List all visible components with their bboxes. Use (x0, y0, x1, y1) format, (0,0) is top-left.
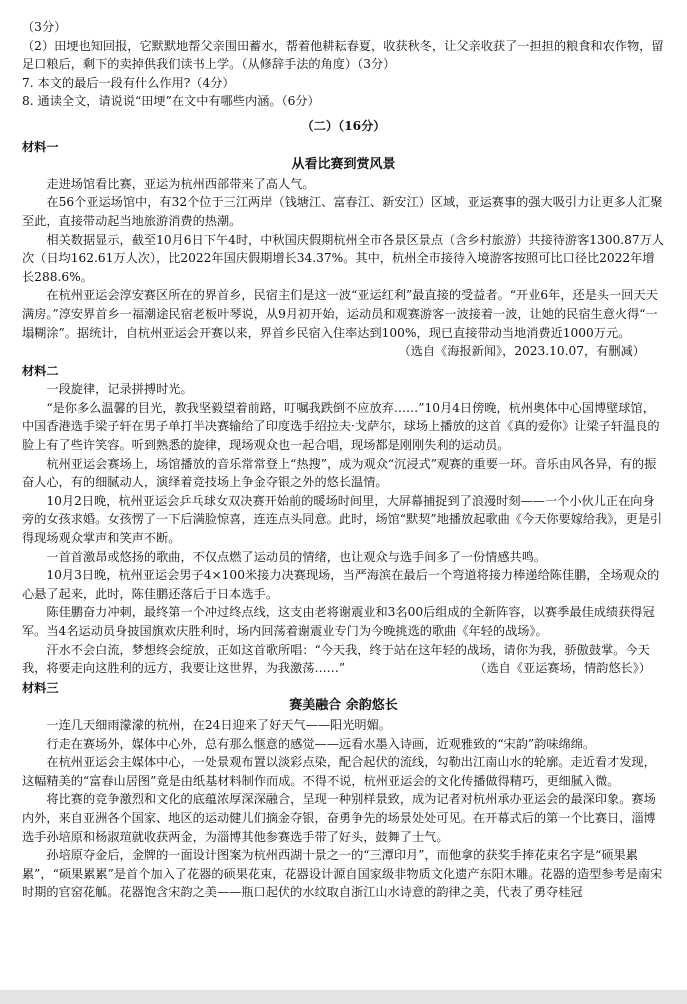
material-3-title: 赛美融合 余韵悠长 (289, 698, 398, 714)
material-2-paragraph: 10月3日晚，杭州亚运会男子4×100米接力决赛现场，当严海滨在最后一个弯道将接力棒递给陈佳鹏，全场观众的心悬了起来，此时，陈佳鹏还落后于日本选手。 (22, 568, 660, 601)
material-1-label: 材料一 (22, 139, 59, 154)
material-2-paragraph (22, 641, 665, 678)
section-heading: （二）（16分） (301, 118, 386, 133)
material-2-paragraph: 杭州亚运会赛场上，场馆播放的音乐常常登上“热搜”，成为观众“沉浸式”观赛的重要一环。音乐由风各异，有的振奋人心，有的细腻动人，演绎着竞技场上争金夺银之外的悠长温情。 (22, 456, 657, 490)
material-3-paragraph: 将比赛的竞争激烈和文化的底蕴浓厚深深融合，呈现一种别样景致，成为记者对杭州承办亚运会的最深印象。赛场内外，来自亚洲各个国家、地区的运动健儿们摘金夺银，奋勇争先的场景处处可见。在开幕式后的第一个比赛日，淄博选手孙培原和杨淑瑄就收获两金，为淄博其他参赛选手带了好头，鼓舞了士气。 (22, 792, 656, 844)
material-3-paragraph: 一连几天细雨濛濛的杭州，在24日迎来了好天气——阳光明媚。 (46, 717, 391, 732)
material-2-paragraph-text: 汗水不会白流，梦想终会绽放，正如这首歌所唱：“今天我，终于站在这年轻的战场，请你为我，骄傲鼓掌。今天我，将要走向这胜利的远方，我要让这世界，为我激荡……” (22, 642, 650, 676)
question-7: 7. 本文的最后一段有什么作用?（4分） (22, 75, 235, 90)
material-2-paragraph: 陈佳鹏奋力冲刺，最终第一个冲过终点线，这支由老将谢震业和3名00后组成的全新阵容，以赛季最佳成绩获得冠军。当4名运动员身披国旗欢庆胜利时，场内回荡着谢震业专门为今晚挑选的歌曲《年轻的战场》。 (22, 605, 655, 638)
material-3-label: 材料三 (22, 680, 59, 695)
material-1-paragraph: 走进场馆看比赛，亚运为杭州西部带来了高人气。 (46, 176, 315, 191)
material-2-paragraph: 一首首激昂或悠扬的歌曲，不仅点燃了运动员的情绪，也让观众与选手间多了一份情感共鸣。 (46, 549, 547, 564)
page-bottom-bar (0, 990, 687, 1004)
material-1-paragraph: 相关数据显示，截至10月6日下午4时，中秋国庆假期杭州全市各景区景点（含乡村旅游）共接待游客1300.87万人次（日均162.61万人次），比2022年国庆假期增长34.37%。其中，杭州全市接待入境游客按照可比口径比2022年增长288.6%。 (22, 232, 665, 284)
material-2-paragraph: 10月2日晚，杭州亚运会乒乓球女双决赛开始前的暖场时间里，大屏幕捕捉到了浪漫时刻——一个小伙儿正在向身旁的女孩求婚。女孩愣了一下后满脸惊喜，连连点头同意。此时，场馆“默契”地播放起歌曲《今天你要嫁给我》，更是引得现场观众掌声和笑声不断。 (22, 493, 663, 546)
question-score: （3分） (22, 20, 67, 34)
material-1-source: （选自《海报新闻》，2023.10.07，有删减） (398, 344, 645, 359)
material-2-paragraph: “是你多么温馨的目光，教我坚毅望着前路，叮嘱我跌倒不应放弃……”10月4日傍晚，杭州奥体中心国博壁球馆，中国香港选手梁子轩在男子单打半决赛输给了印度选手绍拉夫·戈萨尔，球场上播放的这首《真的爱你》让梁子轩温良的脸上有了些许笑容。听到熟悉的旋律，现场观众也一起合唱，现场都是刚刚失利的运动员。 (22, 400, 660, 453)
material-2-paragraph: 一段旋律，记录拼搏时光。 (46, 382, 193, 397)
material-1-paragraph: 在56个亚运场馆中，有32个位于三江两岸（钱塘江、富春江、新安江）区域，亚运赛事的强大吸引力让更多人汇聚至此，直接带动起当地旅游消费的热潮。 (22, 195, 663, 228)
material-1-paragraph: 在杭州亚运会淳安赛区所在的界首乡，民宿主们是这一波“亚运红利”最直接的受益者。“开业6年，还是头一回天天满房。”淳安界首乡一福潮途民宿老板叶琴说，从9月初开始，运动员和观赛游客一波接着一波，让她的民宿生意火得“一塌糊涂”。据统计，自杭州亚运会开赛以来，界首乡民宿入住率达到100%，现已直接带动当地消费近1000万元。 (22, 288, 658, 340)
material-1-title: 从看比赛到赏风景 (291, 157, 396, 173)
material-2-source: （选自《亚运赛场，情韵悠长》） (474, 661, 651, 676)
question-6-item-2: （2）田埂也知回报，它默默地帮父亲围田蓄水，帮着他耕耘春夏，收获秋冬，让父亲收获了一担担的粮食和农作物，留足口粮后，剩下的卖掉供我们读书上学。（从修辞手法的角度）（3分） (22, 38, 664, 72)
material-3-paragraph: 在杭州亚运会主媒体中心，一处景观布置以淡彩点染，配合起伏的流线，勾勒出江南山水的轮廓。走近看才发现，这幅精美的“富春山居图”竟是由纸基材料制作而成。不得不说，杭州亚运会的文化传播做得精巧，更细腻入微。 (22, 755, 656, 788)
material-2-label: 材料二 (22, 363, 59, 378)
material-3-paragraph: 孙培原夺金后，金牌的一面设计图案为杭州西湖十景之一的“三潭印月”，而他拿的获奖手捧花束名字是“硕果累累”，“硕果累累”是首个加入了花器的硕果花束，花器设计源自国家级非物质文化遗产东阳木雕。花器的造型参考是南宋时期的官窑花觚。花器饱含宋韵之美——瓶口起伏的水纹取自浙江山水诗意的韵律之美，代表了勇夺桂冠 (22, 848, 663, 900)
question-8: 8. 通读全文，请说说“田埂”在文中有哪些内涵。（6分） (22, 94, 320, 109)
material-3-paragraph: 行走在赛场外，媒体中心外，总有那么惬意的感觉——远看水墨入诗画，近观雅致的“宋韵”韵味绵绵。 (46, 736, 596, 751)
